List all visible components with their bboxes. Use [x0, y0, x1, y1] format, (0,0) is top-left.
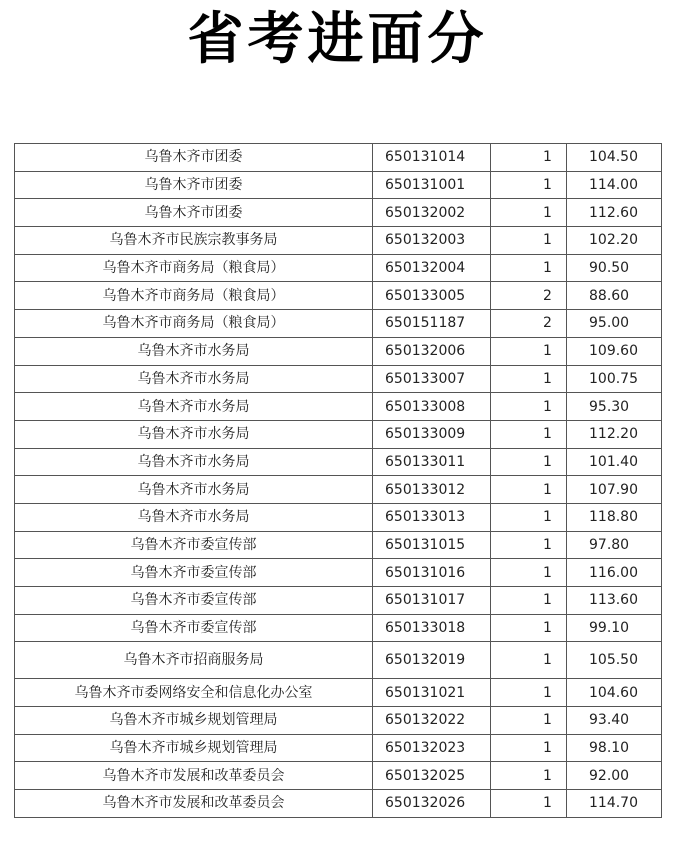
score-cell: 100.75 — [567, 365, 662, 393]
table-row — [15, 762, 662, 790]
count-cell: 1 — [491, 762, 567, 790]
score-cell: 101.40 — [567, 448, 662, 476]
count-cell: 1 — [491, 707, 567, 735]
count-cell: 1 — [491, 420, 567, 448]
count-cell: 1 — [491, 642, 567, 679]
count-cell: 1 — [491, 254, 567, 282]
table-row — [15, 531, 662, 559]
score-cell: 92.00 — [567, 762, 662, 790]
code-cell: 650132006 — [373, 337, 491, 365]
table-row — [15, 144, 662, 172]
count-cell: 1 — [491, 393, 567, 421]
count-cell: 1 — [491, 227, 567, 255]
code-cell: 650132004 — [373, 254, 491, 282]
code-cell: 650133018 — [373, 614, 491, 642]
score-table-body — [15, 144, 662, 818]
table-row — [15, 734, 662, 762]
code-cell: 650131016 — [373, 559, 491, 587]
score-cell: 102.20 — [567, 227, 662, 255]
org-cell: 乌鲁木齐市水务局 — [15, 476, 373, 504]
score-cell: 113.60 — [567, 587, 662, 615]
score-cell: 95.00 — [567, 310, 662, 338]
count-cell: 2 — [491, 282, 567, 310]
org-cell: 乌鲁木齐市城乡规划管理局 — [15, 707, 373, 735]
org-cell: 乌鲁木齐市发展和改革委员会 — [15, 762, 373, 790]
code-cell: 650133009 — [373, 420, 491, 448]
score-cell: 99.10 — [567, 614, 662, 642]
org-cell: 乌鲁木齐市水务局 — [15, 337, 373, 365]
table-row — [15, 365, 662, 393]
code-cell: 650131021 — [373, 679, 491, 707]
table-row — [15, 790, 662, 818]
count-cell: 1 — [491, 559, 567, 587]
score-cell: 118.80 — [567, 503, 662, 531]
org-cell: 乌鲁木齐市委宣传部 — [15, 531, 373, 559]
code-cell: 650133005 — [373, 282, 491, 310]
score-cell: 116.00 — [567, 559, 662, 587]
org-cell: 乌鲁木齐市商务局（粮食局） — [15, 254, 373, 282]
count-cell: 1 — [491, 171, 567, 199]
table-row — [15, 337, 662, 365]
org-cell: 乌鲁木齐市团委 — [15, 171, 373, 199]
count-cell: 1 — [491, 144, 567, 172]
score-cell: 97.80 — [567, 531, 662, 559]
table-row — [15, 614, 662, 642]
table-row — [15, 171, 662, 199]
code-cell: 650133011 — [373, 448, 491, 476]
code-cell: 650132003 — [373, 227, 491, 255]
org-cell: 乌鲁木齐市水务局 — [15, 448, 373, 476]
org-cell: 乌鲁木齐市民族宗教事务局 — [15, 227, 373, 255]
score-table — [14, 143, 662, 818]
table-row — [15, 476, 662, 504]
table-row — [15, 420, 662, 448]
score-cell: 104.50 — [567, 144, 662, 172]
count-cell: 1 — [491, 790, 567, 818]
score-cell: 98.10 — [567, 734, 662, 762]
count-cell: 1 — [491, 679, 567, 707]
code-cell: 650133008 — [373, 393, 491, 421]
table-row — [15, 679, 662, 707]
code-cell: 650131015 — [373, 531, 491, 559]
count-cell: 1 — [491, 587, 567, 615]
score-cell: 104.60 — [567, 679, 662, 707]
org-cell: 乌鲁木齐市商务局（粮食局） — [15, 282, 373, 310]
org-cell: 乌鲁木齐市委宣传部 — [15, 587, 373, 615]
score-cell: 88.60 — [567, 282, 662, 310]
code-cell: 650132022 — [373, 707, 491, 735]
org-cell: 乌鲁木齐市水务局 — [15, 393, 373, 421]
table-row — [15, 587, 662, 615]
count-cell: 1 — [491, 365, 567, 393]
score-cell: 114.00 — [567, 171, 662, 199]
table-row — [15, 503, 662, 531]
table-row — [15, 559, 662, 587]
code-cell: 650133012 — [373, 476, 491, 504]
count-cell: 1 — [491, 476, 567, 504]
score-cell: 90.50 — [567, 254, 662, 282]
count-cell: 1 — [491, 531, 567, 559]
score-cell: 112.20 — [567, 420, 662, 448]
org-cell: 乌鲁木齐市委网络安全和信息化办公室 — [15, 679, 373, 707]
org-cell: 乌鲁木齐市水务局 — [15, 365, 373, 393]
code-cell: 650132023 — [373, 734, 491, 762]
count-cell: 1 — [491, 337, 567, 365]
score-cell: 112.60 — [567, 199, 662, 227]
table-row — [15, 448, 662, 476]
org-cell: 乌鲁木齐市城乡规划管理局 — [15, 734, 373, 762]
org-cell: 乌鲁木齐市水务局 — [15, 503, 373, 531]
table-row — [15, 310, 662, 338]
code-cell: 650132002 — [373, 199, 491, 227]
org-cell: 乌鲁木齐市委宣传部 — [15, 614, 373, 642]
code-cell: 650131014 — [373, 144, 491, 172]
table-row — [15, 642, 662, 679]
code-cell: 650151187 — [373, 310, 491, 338]
table-row — [15, 707, 662, 735]
count-cell: 1 — [491, 614, 567, 642]
org-cell: 乌鲁木齐市团委 — [15, 144, 373, 172]
code-cell: 650131017 — [373, 587, 491, 615]
score-cell: 114.70 — [567, 790, 662, 818]
score-cell: 109.60 — [567, 337, 662, 365]
count-cell: 1 — [491, 199, 567, 227]
count-cell: 1 — [491, 448, 567, 476]
org-cell: 乌鲁木齐市团委 — [15, 199, 373, 227]
code-cell: 650133013 — [373, 503, 491, 531]
org-cell: 乌鲁木齐市委宣传部 — [15, 559, 373, 587]
table-row — [15, 227, 662, 255]
page-title: 省考进面分 — [187, 7, 488, 72]
code-cell: 650131001 — [373, 171, 491, 199]
score-cell: 107.90 — [567, 476, 662, 504]
count-cell: 1 — [491, 503, 567, 531]
code-cell: 650132025 — [373, 762, 491, 790]
code-cell: 650133007 — [373, 365, 491, 393]
score-cell: 93.40 — [567, 707, 662, 735]
score-cell: 95.30 — [567, 393, 662, 421]
code-cell: 650132019 — [373, 642, 491, 679]
table-row — [15, 282, 662, 310]
table-row — [15, 199, 662, 227]
count-cell: 1 — [491, 734, 567, 762]
org-cell: 乌鲁木齐市水务局 — [15, 420, 373, 448]
code-cell: 650132026 — [373, 790, 491, 818]
org-cell: 乌鲁木齐市发展和改革委员会 — [15, 790, 373, 818]
org-cell: 乌鲁木齐市商务局（粮食局） — [15, 310, 373, 338]
score-cell: 105.50 — [567, 642, 662, 679]
count-cell: 2 — [491, 310, 567, 338]
table-row — [15, 393, 662, 421]
org-cell: 乌鲁木齐市招商服务局 — [15, 642, 373, 679]
table-row — [15, 254, 662, 282]
